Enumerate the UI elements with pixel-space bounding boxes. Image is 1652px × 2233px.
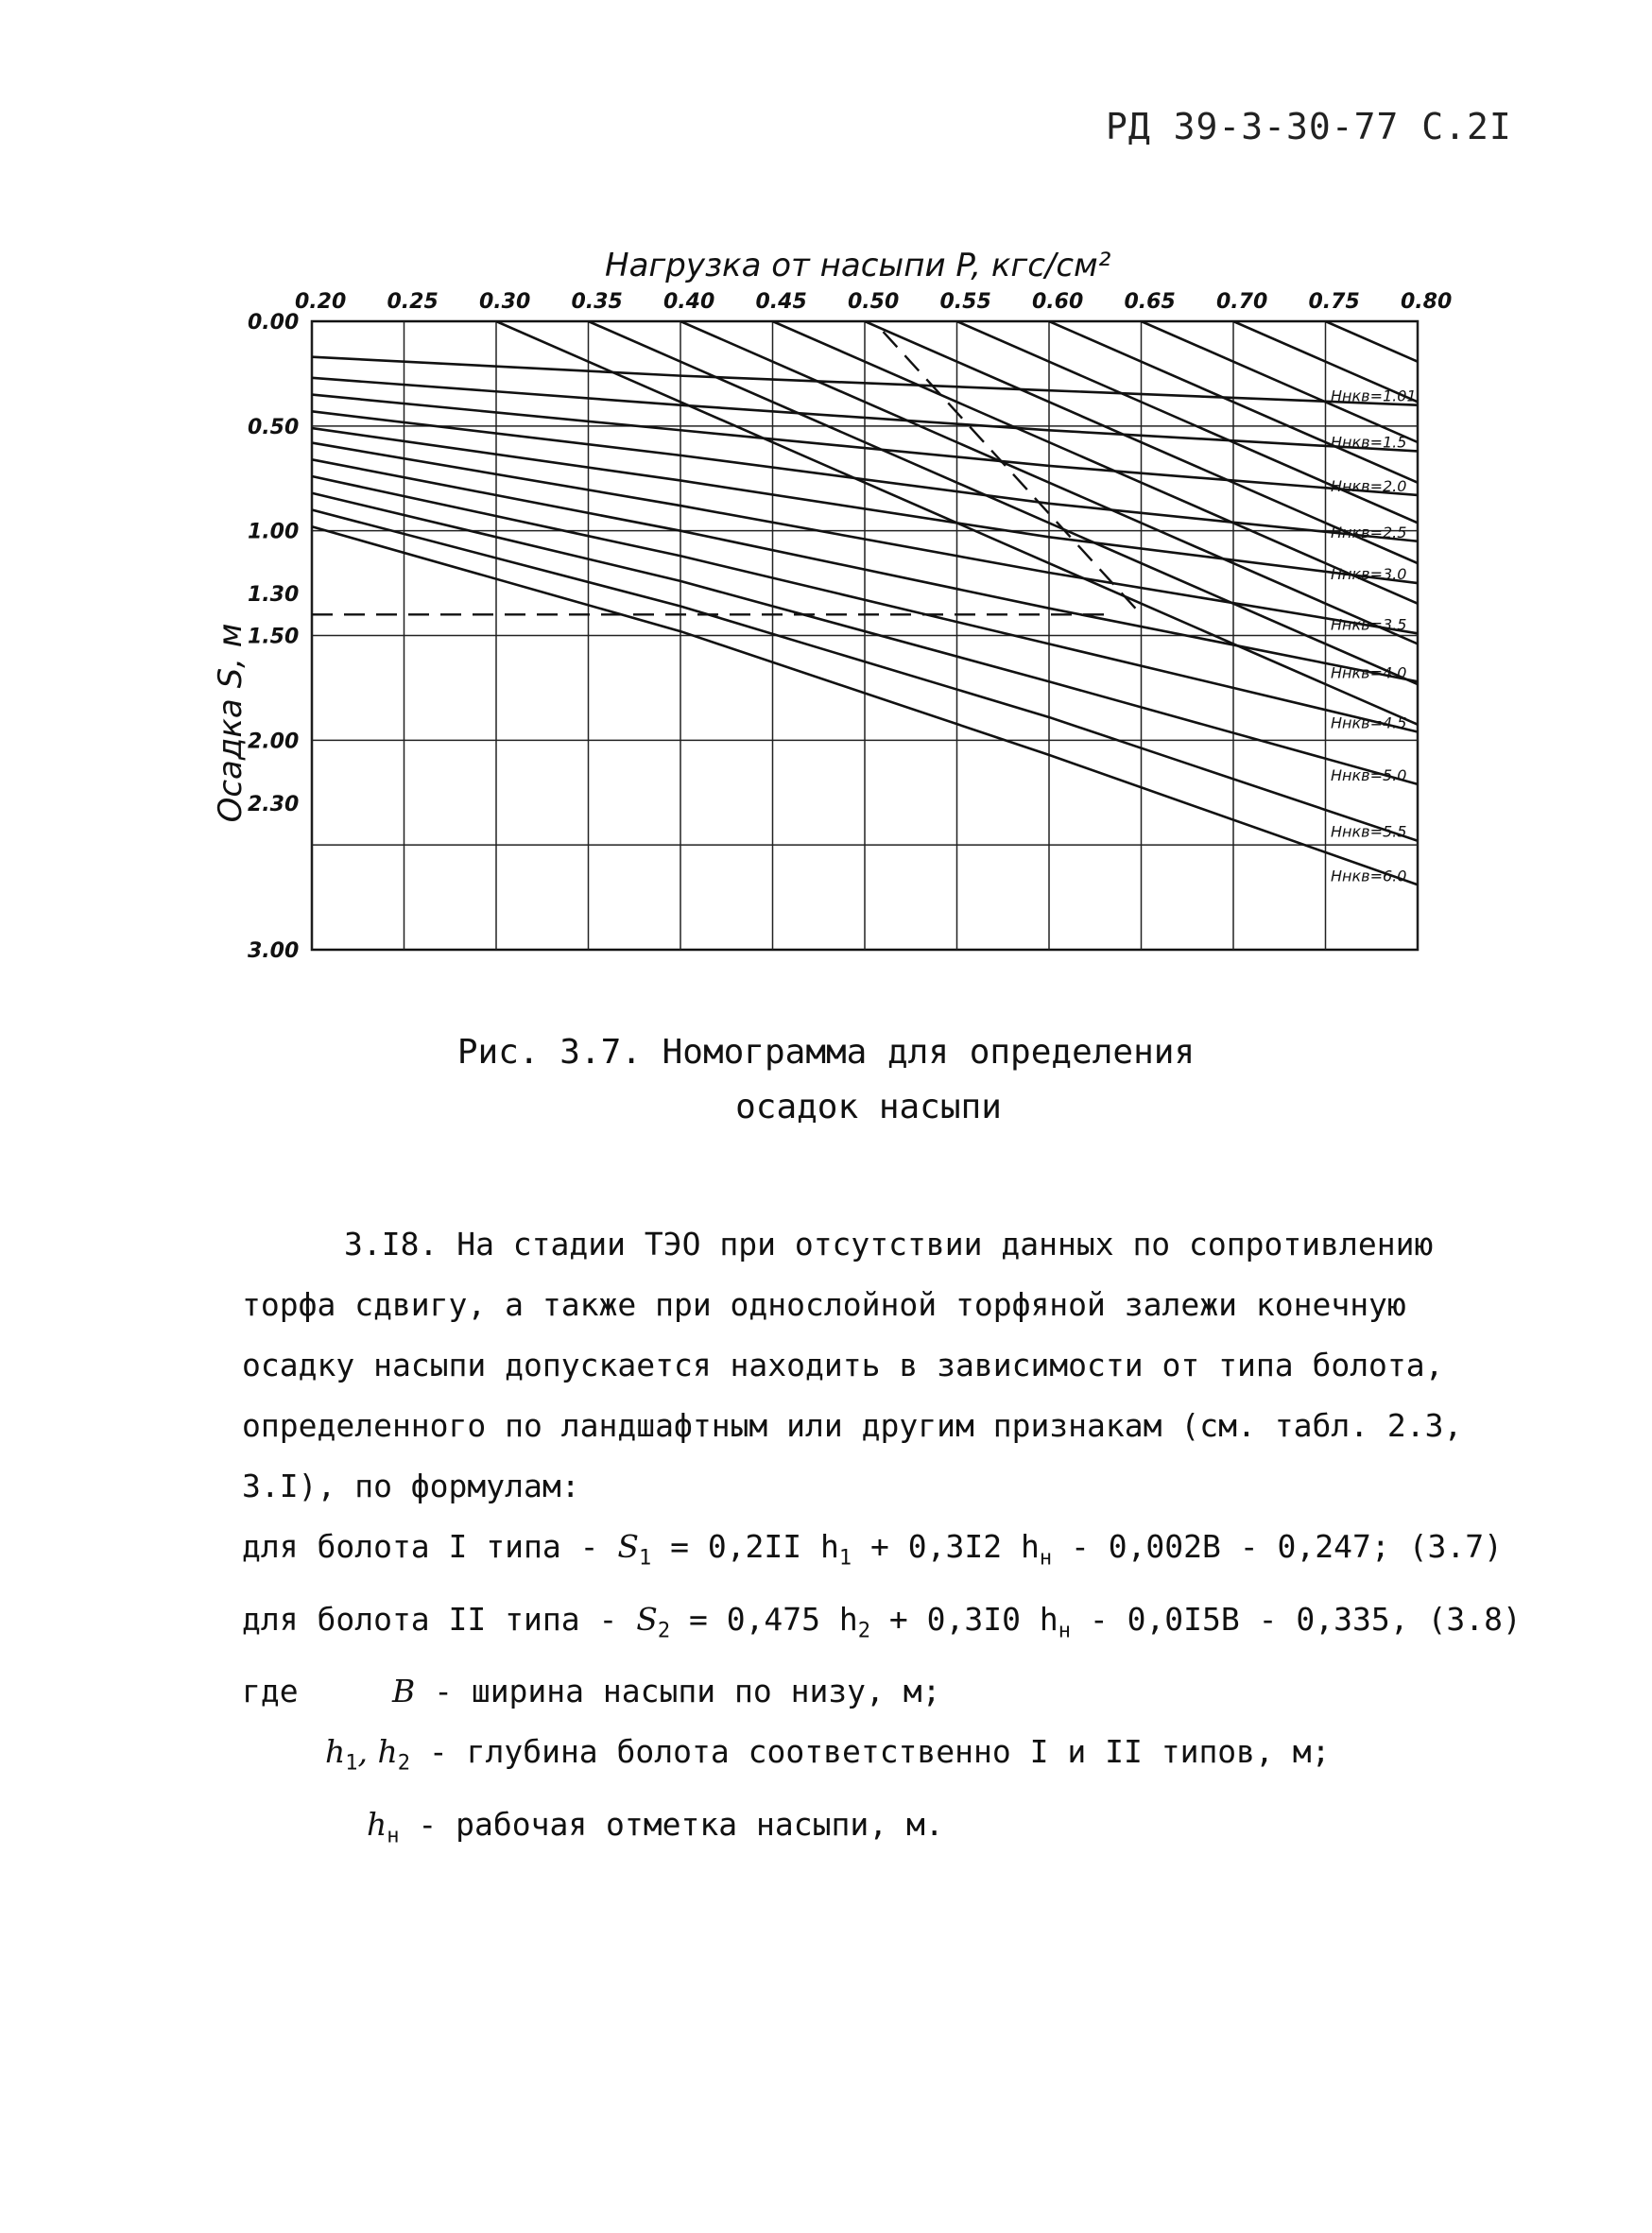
definition-h1-h2 (242, 1722, 1471, 1795)
x-tick-label: 0.25 (387, 290, 439, 314)
x-tick-label: 0.75 (1308, 290, 1360, 314)
curve-label: Hнкв=1.01 (1331, 386, 1417, 405)
y-tick-label: 2.30 (248, 792, 300, 816)
formula-1-prefix: для болота I типа - (242, 1528, 618, 1565)
formula-2-number: (3.8) (1408, 1600, 1522, 1638)
y-tick-label: 2.00 (248, 730, 300, 754)
paragraph-line-4: определенного по ландшафтным или другим признакам (см. табл. 2.3, (242, 1407, 1463, 1444)
definition-b (242, 1661, 1471, 1722)
formula-2-lhs: S (636, 1600, 658, 1638)
nomogram-chart (0, 0, 1652, 1021)
x-tick-label: 0.50 (848, 290, 900, 314)
formula-1-sub1: 1 (838, 1546, 852, 1571)
y-tick-label: 3.00 (248, 939, 300, 963)
definition-b-text: - ширина насыпи по низу, м; (415, 1673, 941, 1710)
caption-line-1: Рис. 3.7. Номограмма для определения (456, 1033, 1196, 1072)
formula-1-lhs-sub: 1 (638, 1546, 652, 1571)
example-dashed-diagonal (884, 332, 1142, 614)
definition-where: где (242, 1673, 299, 1710)
definition-hn-symbol: h (367, 1805, 387, 1843)
formula-1-rhs3: - 0,002B - 0,247; (1052, 1528, 1390, 1565)
curve-label: Hнкв=6.0 (1331, 867, 1407, 885)
curve-label: Hнкв=2.0 (1331, 476, 1407, 495)
formula-2-prefix: для болота II типа - (242, 1600, 637, 1638)
x-tick-label: 0.70 (1216, 290, 1268, 314)
curve-label: Hнкв=1.5 (1331, 433, 1407, 452)
x-tick-label: 0.60 (1032, 290, 1084, 314)
x-tick-label: 0.20 (295, 290, 347, 314)
y-tick-label: 0.50 (248, 415, 300, 439)
definition-hn (242, 1795, 1471, 1867)
x-tick-label: 0.35 (571, 290, 623, 314)
x-tick-label: 0.45 (755, 290, 807, 314)
formula-2-sub2: н (1058, 1619, 1071, 1643)
page-header: РД 39-3-30-77 С.2I (1106, 106, 1512, 147)
paragraph-line-3: осадку насыпи допускается находить в зависимости от типа болота, (242, 1347, 1444, 1383)
x-tick-label: 0.40 (663, 290, 715, 314)
formula-1-rhs2: + 0,3I2 h (852, 1528, 1040, 1565)
y-tick-label: 1.30 (248, 583, 300, 608)
definition-hn-text: - рабочая отметка насыпи, м. (399, 1805, 944, 1843)
y-tick-label: 0.00 (248, 311, 300, 335)
curve-label: Hнкв=3.0 (1331, 565, 1407, 584)
example-layer (312, 332, 1142, 614)
formula-1-rhs: = 0,2II h (651, 1528, 839, 1565)
paragraph-line-1: 3.I8. На стадии ТЭО при отсутствии данных по сопротивлению (344, 1226, 1434, 1263)
definition-h2-sub: 2 (397, 1751, 410, 1776)
definition-hn-sub: н (387, 1824, 400, 1848)
body-text (242, 1214, 1522, 1866)
formula-3-8 (242, 1589, 1522, 1662)
definition-h1-sub: 1 (345, 1751, 358, 1776)
curve-label: Hнкв=5.5 (1331, 822, 1407, 841)
definition-h12-text: - глубина болота соответственно I и II типов, м; (410, 1733, 1331, 1771)
x-tick-label: 0.55 (939, 290, 991, 314)
x-tick-label: 0.30 (479, 290, 531, 314)
grid-layer (312, 321, 1418, 950)
y-tick-label: 1.00 (248, 520, 300, 544)
definition-h1-symbol: h (325, 1733, 346, 1771)
formula-3-7 (242, 1517, 1503, 1589)
y-tick-label: 1.50 (248, 625, 300, 649)
curve-label: Hнкв=2.5 (1331, 523, 1407, 541)
paragraph-line-5: 3.I), по формулам: (242, 1468, 580, 1504)
formula-1-number: (3.7) (1389, 1528, 1503, 1565)
formula-2-lhs-sub: 2 (657, 1619, 671, 1643)
definition-b-symbol: B (391, 1673, 416, 1710)
caption-line-2: осадок насыпи (735, 1088, 1002, 1126)
paragraph-line-2: торфа сдвигу, а также при однослойной торфяной залежи конечную (242, 1286, 1406, 1323)
formula-2-rhs: = 0,475 h (670, 1600, 858, 1638)
formula-2-sub1: 2 (857, 1619, 871, 1643)
x-tick-label: 0.80 (1401, 290, 1453, 314)
formula-1-sub2: н (1039, 1546, 1053, 1571)
curve-label: Hнкв=4.5 (1331, 713, 1407, 732)
curve-label: Hнкв=4.0 (1331, 663, 1407, 682)
curve-label: Hнкв=3.5 (1331, 615, 1407, 634)
formula-1-lhs: S (617, 1528, 639, 1565)
y-axis-title: Осадка S, м (212, 623, 250, 823)
curve-label: Hнкв=5.0 (1331, 765, 1407, 784)
formula-2-rhs3: - 0,0I5B - 0,335, (1070, 1600, 1409, 1638)
x-tick-label: 0.65 (1124, 290, 1176, 314)
x-axis-title: Нагрузка от насыпи P, кгс/см² (605, 247, 1111, 284)
formula-2-rhs2: + 0,3I0 h (870, 1600, 1058, 1638)
figure-caption (0, 1025, 1652, 1135)
definition-h2-symbol: , h (357, 1733, 398, 1771)
